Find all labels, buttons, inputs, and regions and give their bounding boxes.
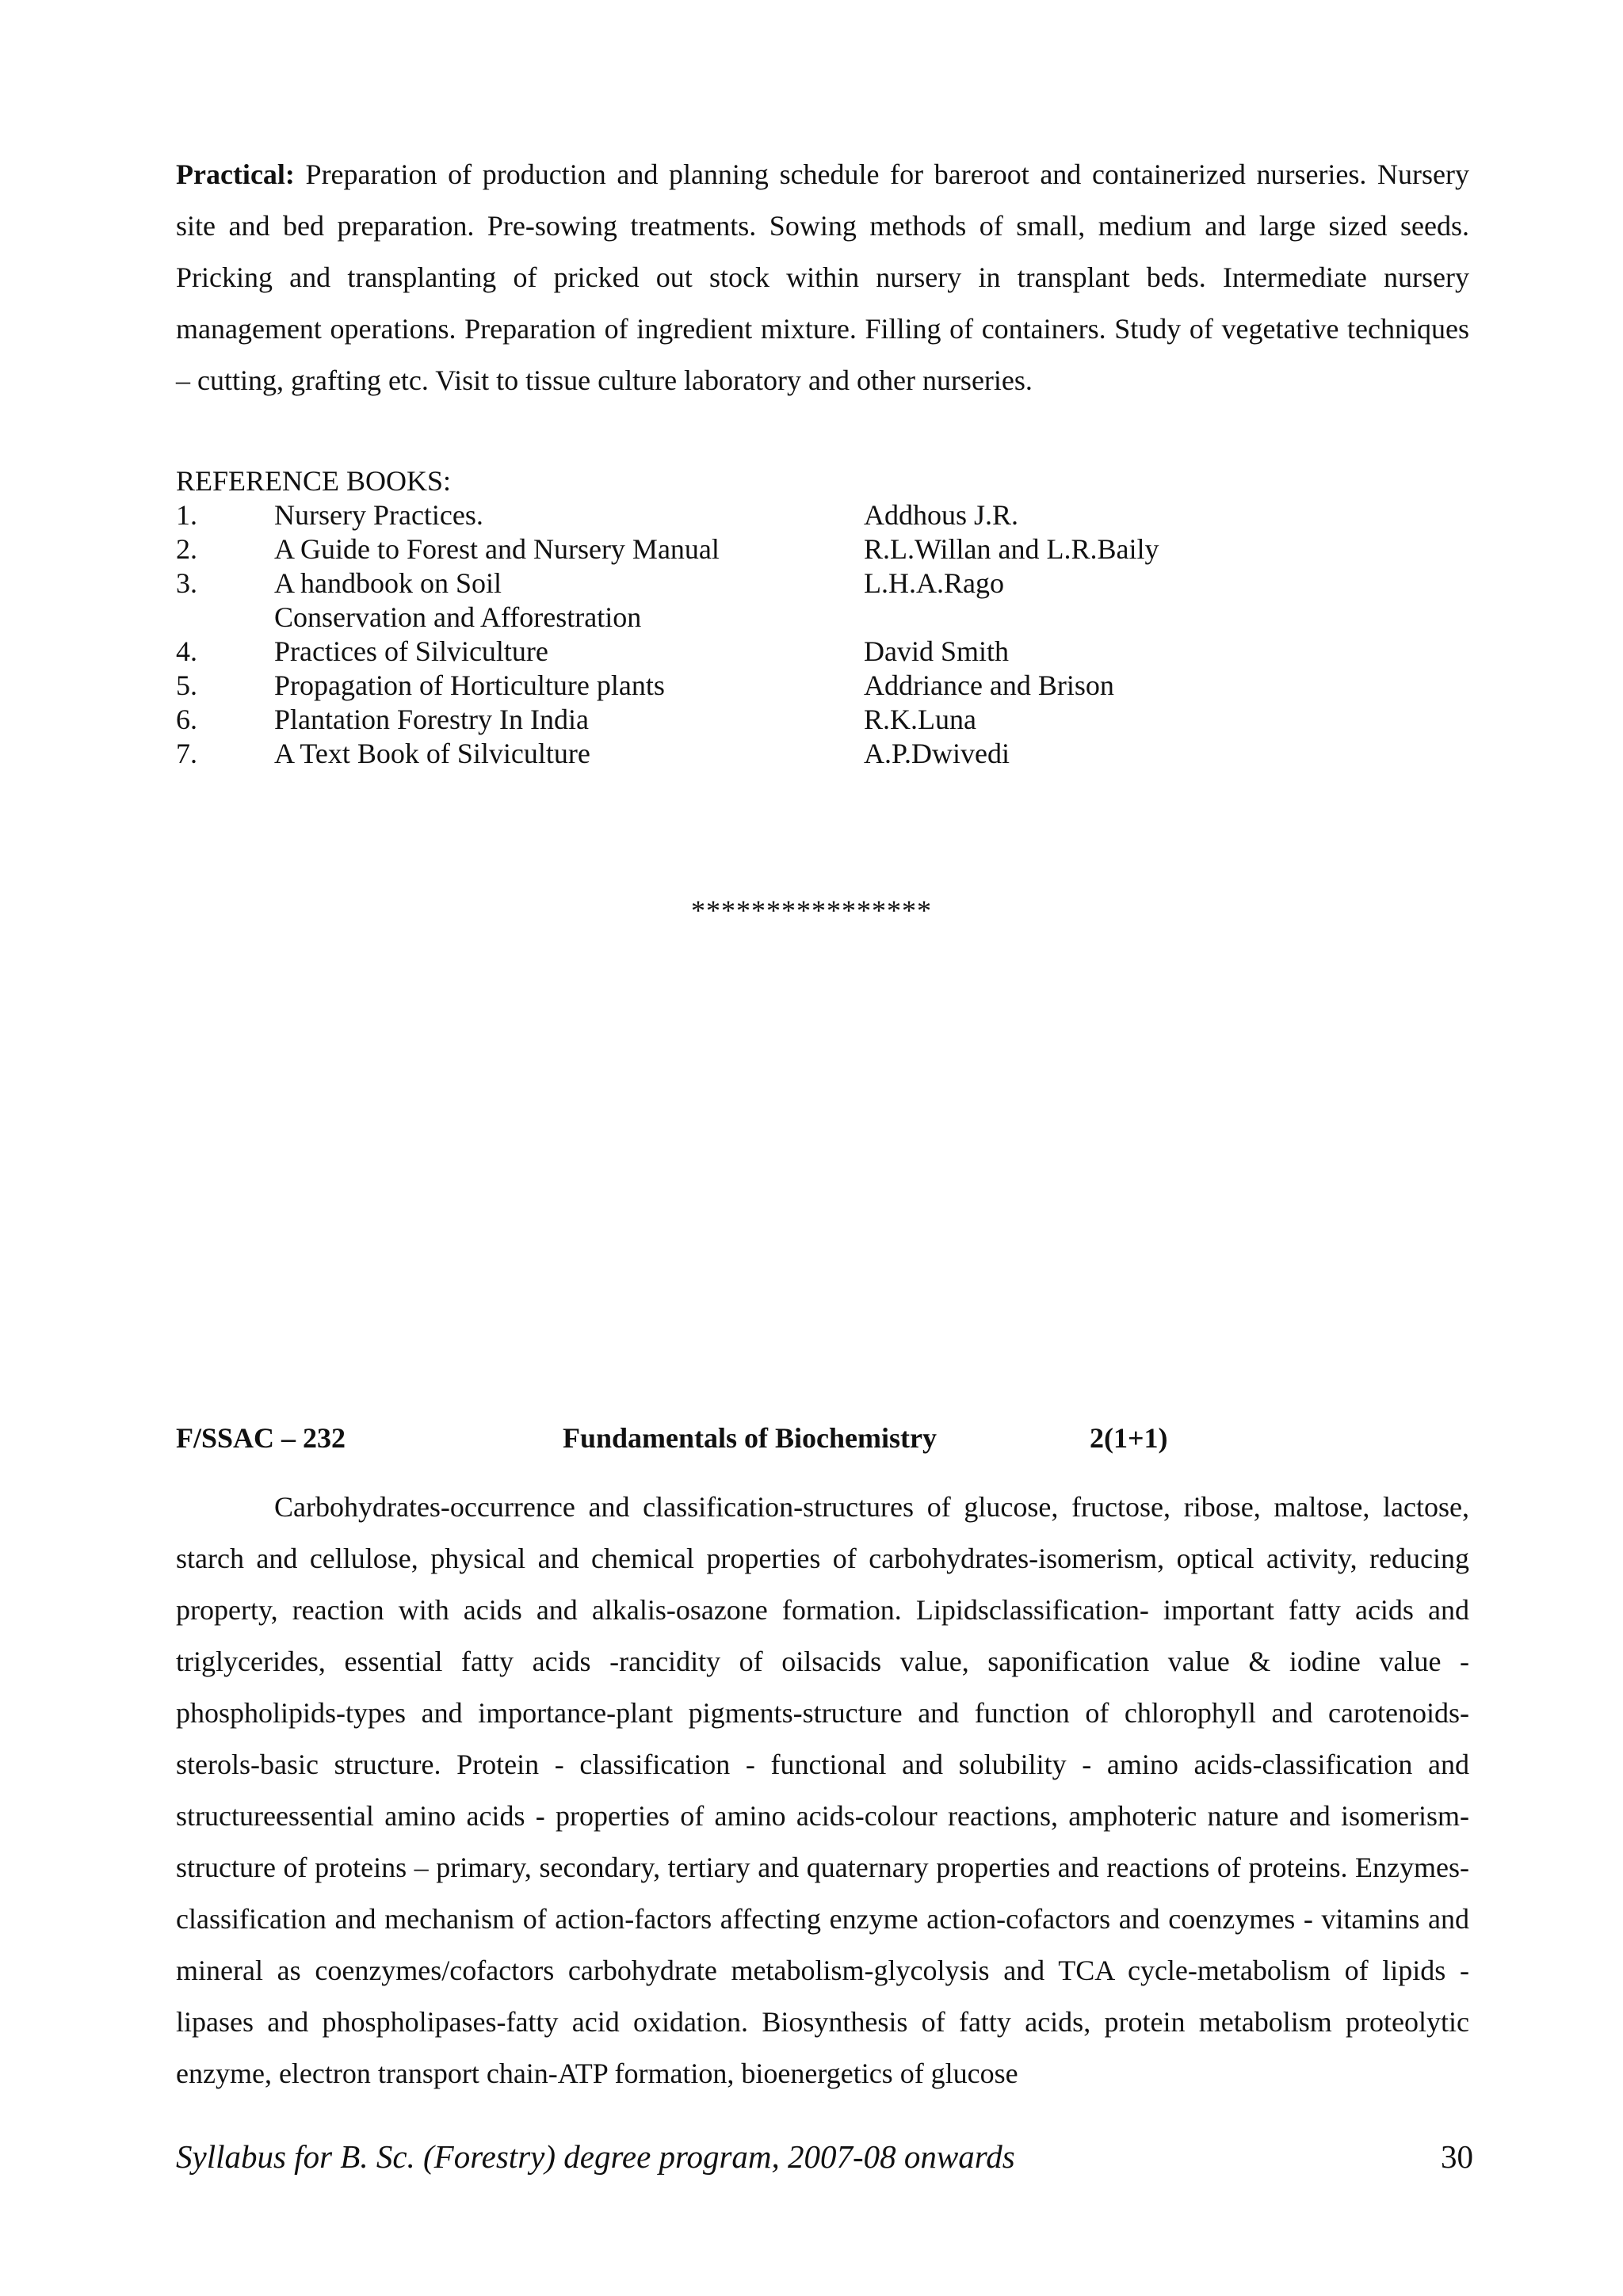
reference-title: Propagation of Horticulture plants — [274, 669, 665, 701]
reference-title: A handbook on Soil — [274, 567, 502, 599]
reference-item — [176, 635, 1010, 669]
reference-author: Addhous J.R. — [864, 499, 1019, 531]
course-title: Fundamentals of Biochemistry — [563, 1422, 937, 1454]
course-code: F/SSAC – 232 — [176, 1422, 346, 1454]
reference-item — [176, 566, 1004, 601]
reference-number: 2. — [176, 533, 197, 565]
reference-author: A.P.Dwivedi — [864, 738, 1010, 769]
reference-number: 1. — [176, 499, 197, 531]
footer-text: Syllabus for B. Sc. (Forestry) degree program, 2007-08 onwards — [176, 2138, 1015, 2175]
reference-number: 3. — [176, 567, 197, 599]
reference-books — [176, 464, 1159, 771]
reference-number: 5. — [176, 669, 197, 701]
reference-item — [176, 669, 1114, 703]
course-credits: 2(1+1) — [1090, 1422, 1168, 1454]
page-number: 30 — [1441, 2138, 1473, 2175]
reference-number: 7. — [176, 738, 197, 769]
reference-title: A Guide to Forest and Nursery Manual — [274, 533, 720, 565]
reference-title: Conservation and Afforestration — [274, 601, 642, 633]
reference-number: 6. — [176, 704, 197, 735]
reference-title: Practices of Silviculture — [274, 635, 548, 667]
reference-author: R.K.Luna — [864, 704, 976, 735]
reference-number: 4. — [176, 635, 197, 667]
practical-paragraph — [176, 149, 1469, 406]
reference-item — [176, 737, 1010, 771]
reference-item — [176, 498, 1019, 532]
reference-item — [176, 703, 976, 737]
reference-heading: REFERENCE BOOKS: — [176, 465, 452, 497]
practical-text: Preparation of production and planning schedule for bareroot and containerized nurseries. Nursery site and bed preparation. Pre-sowing treatments. Sowing methods of small, medium and large sized seeds. Pricking and transplanting of pricked out stock within nursery in transplant beds. Intermediate nursery management operations. Preparation of ingredient mixture. Filling of containers. Study of vegetative techniques – cutting, grafting etc. Visit to tissue culture laboratory and other nurseries. — [176, 158, 1470, 396]
practical-label: Practical: — [176, 158, 295, 190]
section-separator: **************** — [691, 894, 932, 926]
reference-title: A Text Book of Silviculture — [274, 738, 590, 769]
reference-author: Addriance and Brison — [864, 669, 1114, 701]
reference-author: R.L.Willan and L.R.Baily — [864, 533, 1159, 565]
reference-item — [176, 532, 1159, 566]
reference-item-continuation — [176, 601, 642, 635]
reference-author: David Smith — [864, 635, 1010, 667]
reference-title: Plantation Forestry In India — [274, 704, 589, 735]
reference-title: Nursery Practices. — [274, 499, 483, 531]
reference-author: L.H.A.Rago — [864, 567, 1004, 599]
course-description: Carbohydrates-occurrence and classification-structures of glucose, fructose, ribose, maltose, lactose, starch and cellulose, physical and chemical properties of carbohydrates-isomerism, optical activity, reducing property, reaction with acids and alkalis-osazone formation. Lipidsclassification- important fatty acids and triglycerides, essential fatty acids -rancidity of oilsacids value, saponification value & iodine value -phospholipids-types and importance-plant pigments-structure and function of chlorophyll and carotenoids-sterols-basic structure. Protein - classification - functional and solubility - amino acids-classification and structureessential amino acids - properties of amino acids-colour reactions, amphoteric nature and isomerism-structure of proteins – primary, secondary, tertiary and quaternary properties and reactions of proteins. Enzymes-classification and mechanism of action-factors affecting enzyme action-cofactors and coenzymes - vitamins and mineral as coenzymes/cofactors carbohydrate metabolism-glycolysis and TCA cycle-metabolism of lipids - lipases and phospholipases-fatty acid oxidation. Biosynthesis of fatty acids, protein metabolism proteolytic enzyme, electron transport chain-ATP formation, bioenergetics of glucose — [176, 1491, 1469, 2089]
